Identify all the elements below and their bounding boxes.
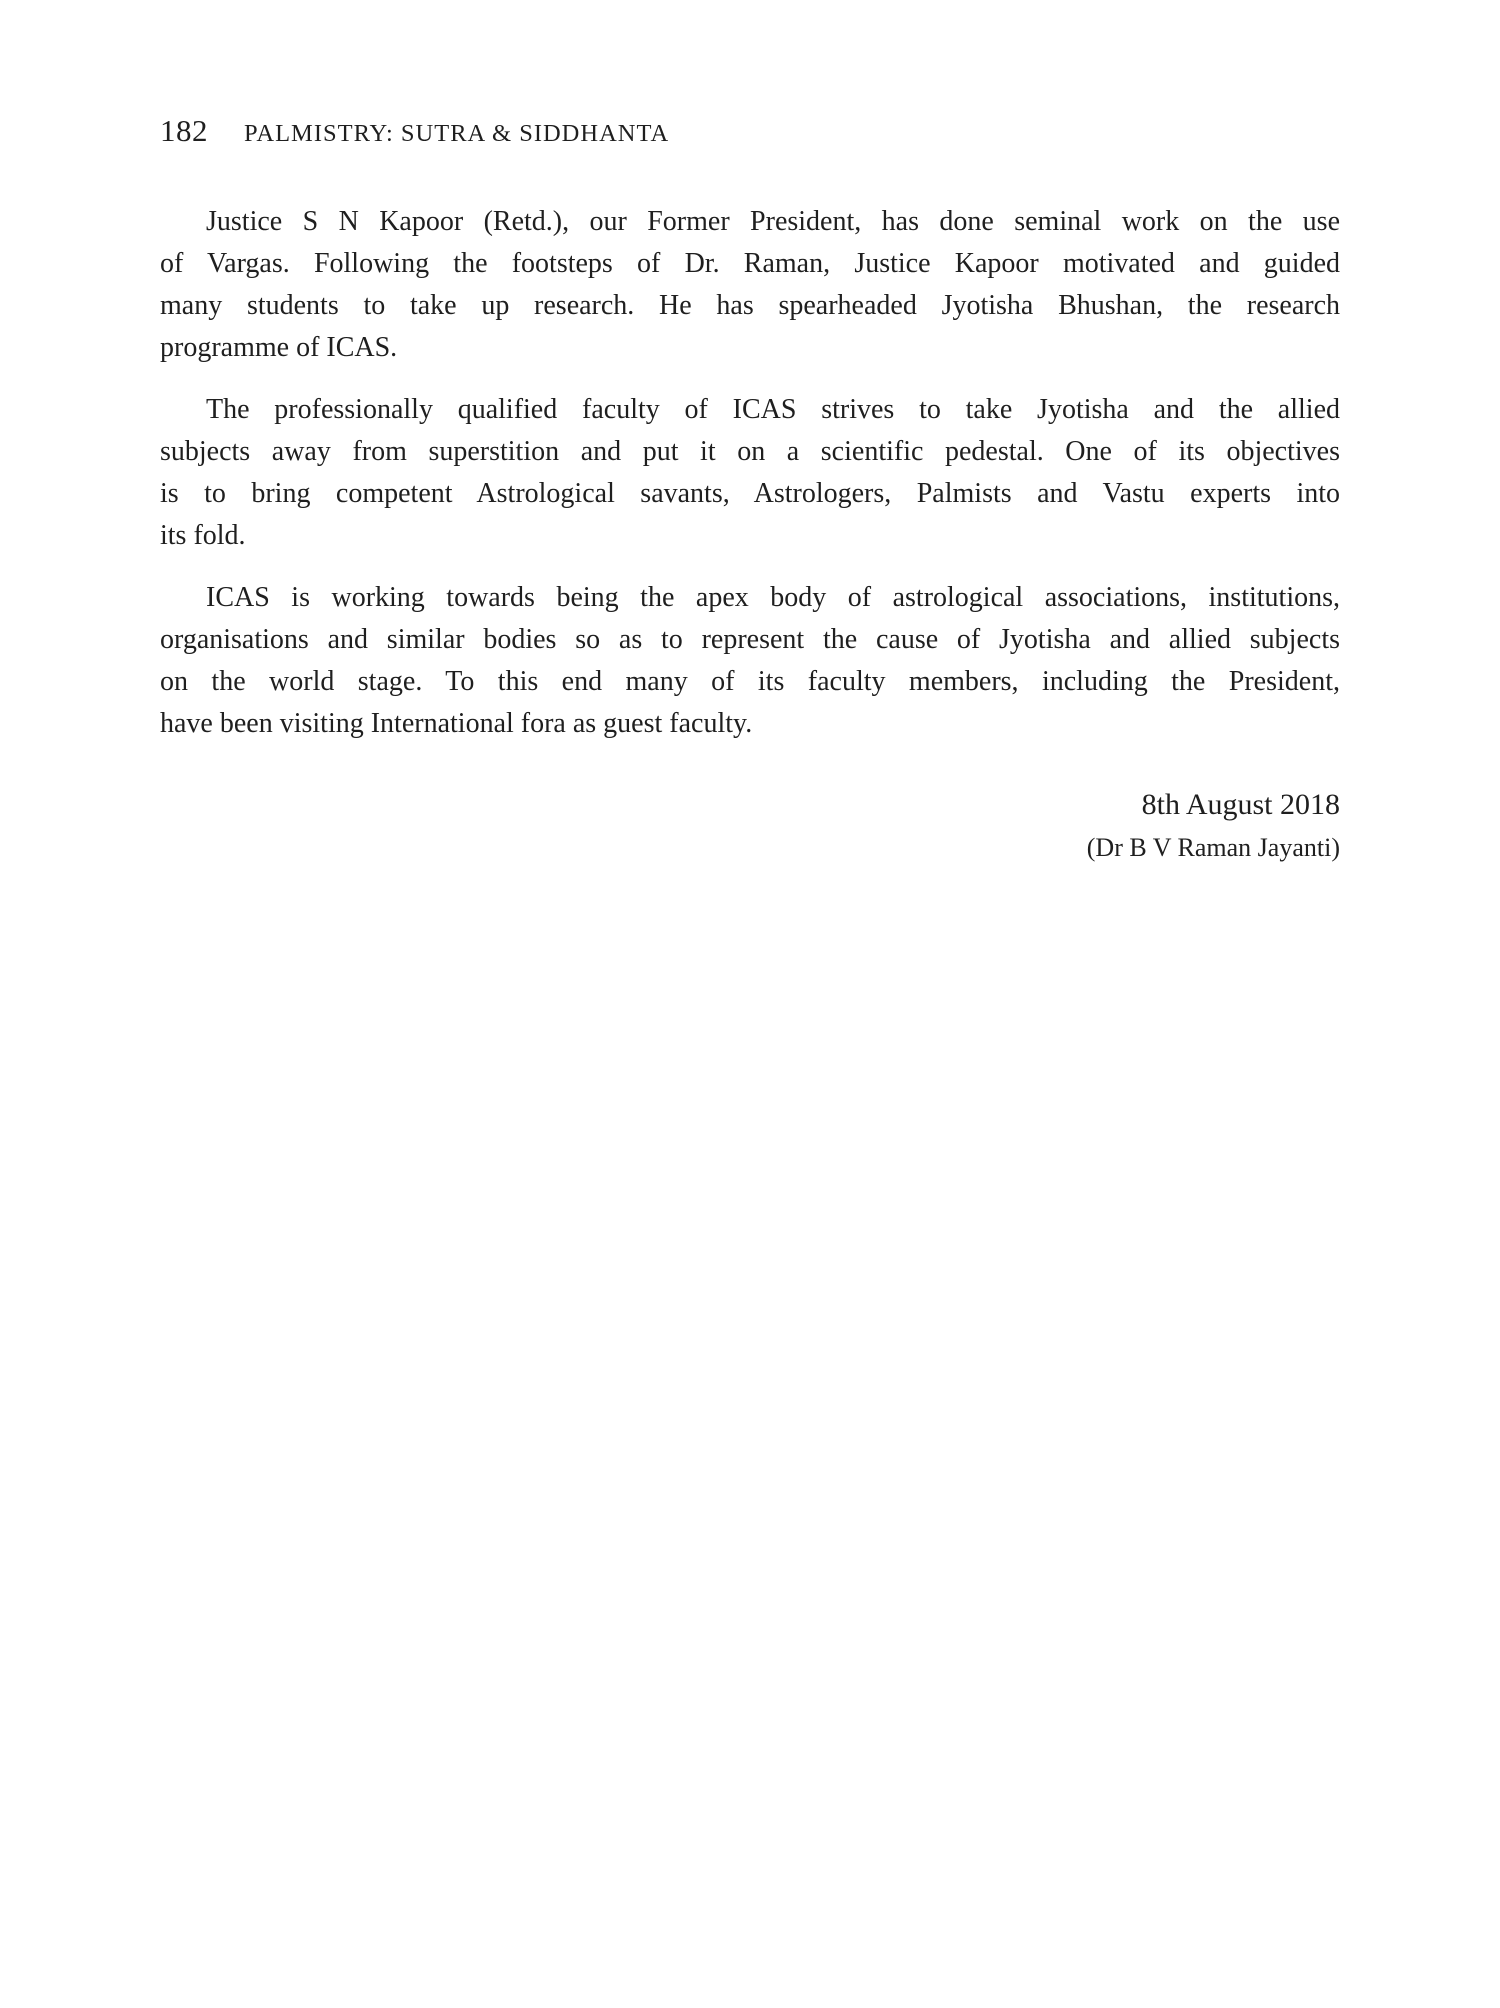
paragraph-line: The professionally qualified faculty of ICAS strives to take Jyotisha and the allied: [206, 394, 1340, 425]
signoff-occasion: (Dr B V Raman Jayanti): [1086, 833, 1340, 862]
page-number: 182: [160, 113, 208, 148]
page-content: [160, 112, 1340, 869]
paragraph-line: have been visiting International fora as guest faculty.: [160, 708, 753, 739]
paragraph-line: programme of ICAS.: [160, 332, 398, 363]
paragraph-line: Justice S N Kapoor (Retd.), our Former President, has done seminal work on the use: [206, 206, 1340, 237]
paragraph-line: organisations and similar bodies so as to represent the cause of Jyotisha and allied subjects: [160, 624, 1340, 655]
signoff-block: [160, 783, 1340, 869]
paragraph-line: ICAS is working towards being the apex body of astrological associations, institutions,: [206, 582, 1340, 613]
paragraph-3: [160, 577, 1340, 745]
paragraph-line: is to bring competent Astrological savants, Astrologers, Palmists and Vastu experts into: [160, 478, 1340, 509]
running-header: [160, 112, 1340, 153]
running-header-title: PALMISTRY: SUTRA & SIDDHANTA: [244, 120, 670, 147]
paragraph-2: [160, 389, 1340, 557]
paragraph-line: on the world stage. To this end many of its faculty members, including the President,: [160, 666, 1340, 697]
paragraph-line: its fold.: [160, 520, 246, 551]
paragraph-line: of Vargas. Following the footsteps of Dr. Raman, Justice Kapoor motivated and guided: [160, 248, 1340, 279]
paragraph-1: [160, 201, 1340, 369]
signoff-date: 8th August 2018: [1141, 788, 1340, 821]
body-text: [160, 201, 1340, 869]
paragraph-line: subjects away from superstition and put it on a scientific pedestal. One of its objectives: [160, 436, 1340, 467]
paragraph-line: many students to take up research. He has spearheaded Jyotisha Bhushan, the research: [160, 290, 1340, 321]
